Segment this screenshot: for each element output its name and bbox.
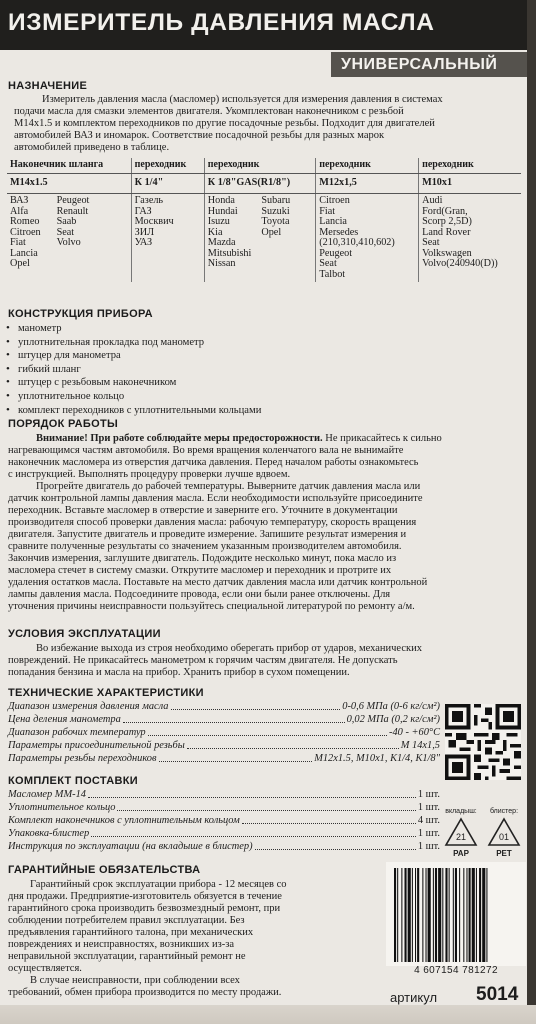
barcode-bar: [469, 868, 471, 962]
barcode-bar: [408, 868, 411, 962]
barcode-bar: [453, 868, 454, 962]
spec-row: [8, 714, 440, 726]
procedure-line: Закончив измерения, заглушите двигатель. Подождите несколько минут, пока масло из: [8, 553, 397, 564]
procedure-heading: ПОРЯДОК РАБОТЫ: [8, 418, 119, 430]
recycle-code: PET: [496, 849, 512, 858]
kit-label: Упаковка-блистер: [8, 828, 90, 839]
brand-name: ГАЗ: [134, 205, 152, 217]
thread-size: М12х1,5: [316, 173, 419, 194]
warranty-line: Гарантийный срок эксплуатации прибора - 12 месяцев со: [30, 879, 287, 890]
barcode-bar: [479, 868, 481, 962]
brand-name: УАЗ: [134, 237, 153, 248]
brand-name: Fiat: [319, 205, 336, 217]
procedure-line: Прогрейте двигатель до рабочей температуры. Выверните датчик давления масла или: [36, 481, 421, 492]
list-item: • гибкий шланг: [6, 363, 261, 377]
barcode-bar: [472, 868, 475, 962]
recycle-number: 01: [498, 832, 510, 842]
recycle-mark-pap: [441, 808, 481, 858]
barcode-bar: [438, 868, 441, 962]
purpose-heading: НАЗНАЧЕНИЕ: [8, 80, 88, 92]
brand-list: [319, 196, 395, 280]
brand-list: [10, 196, 41, 270]
kit-row: [8, 841, 440, 853]
barcode-bar: [455, 868, 457, 962]
brand-name: Mazda: [207, 237, 236, 248]
brand-name: Peugeot: [56, 195, 90, 206]
brands-cell: [131, 194, 204, 283]
construction-heading: КОНСТРУКЦИЯ ПРИБОРА: [8, 308, 153, 320]
barcode-bar: [422, 868, 423, 962]
qr-code: [445, 704, 521, 780]
procedure-line: переходник. Вставьте масломер в отверстие и заверните его. Уточните в документации: [8, 505, 398, 516]
brand-name: Lancia: [319, 216, 347, 227]
procedure-line: сравните полученные результаты со значением указанным производителем автомобиля.: [8, 541, 402, 552]
warranty-line: повреждениях и неисправностях, возникших из-за: [8, 939, 235, 950]
edge-strip: [527, 0, 536, 1024]
procedure-line: удаления остатков масла. Поставьте на место датчик давления масла или датчик контрольной: [8, 577, 428, 588]
warranty-line: требований, обмен прибора производится по месту продажи.: [8, 987, 282, 998]
brands-cell: [7, 194, 131, 283]
kit-row: [8, 815, 440, 827]
barcode-bar: [433, 868, 434, 962]
warning-text: Внимание! При работе соблюдайте меры предосторожности.: [36, 433, 323, 444]
kit-heading: КОМПЛЕКТ ПОСТАВКИ: [8, 775, 138, 787]
spec-value: М12х1.5, М10х1, К1/4, К1/8": [314, 753, 440, 764]
procedure-line: уточнения причины неисправности пользуйтесь специальной литературой по ремонту а/м.: [8, 601, 415, 612]
thread-size: К 1/4": [131, 173, 204, 194]
kit-qty: 4 шт.: [417, 815, 440, 826]
kit-qty: 1 шт.: [417, 802, 440, 813]
thread-size: К 1/8"GAS(R1/8"): [204, 173, 315, 194]
brand-name: Seat: [56, 226, 75, 238]
list-item: • штуцер с резьбовым наконечником: [6, 376, 261, 390]
spec-value: М 14х1,5: [400, 740, 440, 751]
barcode-bar: [405, 868, 407, 962]
barcode-bar: [466, 868, 467, 962]
brand-name: Volvo: [56, 237, 81, 248]
procedure-line: лампы давления масла. Подсоедините провода, если они были ранее отключены. Для: [8, 589, 391, 600]
procedure-line: нагревающимся частям автомобиля. Во время вращения коленчатого вала не вынимайте: [8, 445, 404, 456]
brands-cell: [419, 194, 521, 283]
procedure-line: датчик контрольной лампы давления масла. Если необходимости используйте присоедините: [8, 493, 423, 504]
recycle-caption: вкладыш:: [445, 808, 477, 815]
procedure-line: производителя способ проверки давления масла: рабочую температуру, скорость вращения: [8, 517, 417, 528]
brand-name: Volkswagen: [422, 247, 472, 259]
list-item: • штуцер для манометра: [6, 349, 261, 363]
kit-row: [8, 789, 440, 801]
conditions-text: [8, 643, 522, 679]
recycle-mark-pet: [484, 808, 524, 858]
conditions-heading: УСЛОВИЯ ЭКСПЛУАТАЦИИ: [8, 628, 161, 640]
brand-name: Talbot: [319, 268, 346, 280]
barcode-bar: [459, 868, 460, 962]
brand-name: Alfa: [10, 205, 29, 217]
brand-name: Fiat: [10, 237, 26, 248]
kit-label: Инструкция по эксплуатации (на вкладыше в блистер): [8, 841, 253, 852]
conditions-line: попадания бензина и масла на прибор. Хранить прибор в сухом помещении.: [8, 667, 350, 678]
brand-name: Peugeot: [319, 247, 353, 259]
kit-label: Комплект наконечников с уплотнительным кольцом: [8, 815, 240, 826]
spec-value: 0,02 МПа (0,2 кг/см²): [346, 714, 440, 725]
spec-label: Диапазон измерения давления масла: [8, 701, 169, 712]
thread-size: М10х1: [419, 173, 521, 194]
table-header: переходник: [204, 158, 315, 173]
brand-list: [135, 196, 174, 249]
kit-row: [8, 802, 440, 814]
barcode: [386, 862, 526, 966]
brand-name: Ford(Gran,: [422, 205, 468, 217]
spec-row: [8, 753, 440, 765]
construction-list: [6, 322, 261, 417]
purpose-line: автомобилей приведено в таблице.: [14, 142, 170, 153]
barcode-bar: [415, 868, 416, 962]
spec-row: [8, 740, 440, 752]
warranty-line: соблюдении потребителем правил эксплуатации. Без: [8, 915, 245, 926]
barcode-bar: [401, 868, 402, 962]
brand-name: Romeo: [10, 216, 40, 227]
brand-name: Citroen: [10, 226, 41, 238]
brand-name: Seat: [319, 258, 337, 269]
brand-name: Opel: [10, 258, 30, 269]
warranty-line: осуществляется.: [8, 963, 82, 974]
barcode-bar: [445, 868, 447, 962]
barcode-bar: [486, 868, 487, 962]
brand-name: Toyota: [261, 216, 290, 227]
procedure-text: [8, 433, 522, 613]
article-number: 5014: [476, 984, 519, 1005]
barcode-bar: [482, 868, 485, 962]
recycle-triangle-icon: [444, 817, 478, 847]
brands-cell: [204, 194, 315, 283]
bottom-edge: [0, 1005, 536, 1024]
brand-name: Citroen: [319, 195, 350, 206]
list-item: • комплект переходников с уплотнительными кольцами: [6, 404, 261, 418]
spec-label: Параметры резьбы переходников: [8, 753, 157, 764]
purpose-text: [14, 94, 522, 154]
barcode-bar: [426, 868, 427, 962]
barcode-bar: [428, 868, 431, 962]
barcode-bar: [417, 868, 419, 962]
kit-qty: 1 шт.: [417, 828, 440, 839]
warranty-line: неправильной эксплуатации, гарантийный ремонт не: [8, 951, 246, 962]
warranty-heading: ГАРАНТИЙНЫЕ ОБЯЗАТЕЛЬСТВА: [8, 864, 201, 876]
purpose-line: М14х1.5 и комплектом переходников по другие посадочные резьбы. Подходит для двигателей: [14, 118, 435, 129]
brand-name: Nissan: [207, 258, 236, 269]
purpose-line: подачи масла для смазки элементов двигателя. Укомплектован наконечником с резьбой: [14, 106, 404, 117]
table-header: Наконечник шланга: [7, 158, 131, 173]
list-item: • уплотнительное кольцо: [6, 390, 261, 404]
brand-name: Land Rover: [422, 226, 471, 238]
kit-row: [8, 828, 440, 840]
recycle-triangle-icon: [487, 817, 521, 847]
kit-label: Уплотнительное кольцо: [8, 802, 116, 813]
warranty-line: дня продажи. Предприятие-изготовитель обязуется в течение: [8, 891, 282, 902]
purpose-line: автомобилей ВАЗ и иномарок. Соответствие посадочной резьбы для разных марок: [14, 130, 385, 141]
brand-name: Lancia: [10, 247, 38, 259]
brands-cell: [316, 194, 419, 283]
procedure-line: наконечник масломера из отверстия датчика давления. Перед началом работы ознакомьтесь: [8, 457, 419, 468]
brand-list: [261, 196, 290, 270]
list-item: • манометр: [6, 322, 261, 336]
brand-name: Mitsubishi: [207, 247, 252, 259]
barcode-bar: [412, 868, 413, 962]
specs-heading: ТЕХНИЧЕСКИЕ ХАРАКТЕРИСТИКИ: [8, 687, 204, 699]
brand-name: (210,310,410,602): [319, 237, 395, 248]
spec-value: 0-0,6 МПа (0-6 кг/см²): [342, 701, 440, 712]
recycle-caption: блистер:: [489, 808, 519, 815]
conditions-line: Во избежание выхода из строя необходимо оберегать прибор от ударов, механических: [36, 643, 422, 654]
spec-label: Цена деления манометра: [8, 714, 121, 725]
brand-name: Saab: [56, 216, 77, 227]
table-header: переходник: [131, 158, 204, 173]
thread-compatibility-table: [7, 158, 521, 282]
barcode-bar: [463, 868, 464, 962]
brand-name: Audi: [422, 195, 443, 206]
brand-list: [57, 196, 90, 270]
brand-name: Volvo(240940(D)): [422, 258, 498, 269]
barcode-number: 4 607154 781272: [414, 965, 498, 976]
procedure-line: Не прикасайтесь к сильно: [322, 433, 442, 444]
brand-name: ВАЗ: [10, 195, 29, 206]
procedure-line: с инструкцией. Выполнять процедуру проверки лучше вдвоем.: [8, 469, 291, 480]
spec-label: Диапазон рабочих температур: [8, 727, 146, 738]
brand-name: Suzuki: [261, 205, 290, 217]
article-label: артикул: [390, 990, 438, 1005]
kit-label: Масломер ММ-14: [8, 789, 86, 800]
brand-name: Hundai: [207, 205, 238, 217]
recycle-number: 21: [455, 832, 467, 842]
brand-name: Москвич: [134, 216, 174, 227]
brand-name: Scorp 2,5D): [422, 216, 472, 227]
barcode-bar: [397, 868, 398, 962]
brand-name: Mersedes: [319, 226, 359, 238]
barcode-bar: [394, 868, 396, 962]
warranty-line: гарантийного срока производить безвозмездный ремонт, при: [8, 903, 281, 914]
brand-name: Isuzu: [207, 216, 230, 227]
brand-name: Газель: [134, 195, 164, 206]
barcode-bar: [442, 868, 443, 962]
thread-size: М14х1.5: [7, 173, 131, 194]
table-header: переходник: [419, 158, 521, 173]
brand-name: Renault: [56, 205, 89, 217]
page-title: ИЗМЕРИТЕЛЬ ДАВЛЕНИЯ МАСЛА: [8, 9, 435, 36]
brand-list: [208, 196, 252, 270]
brand-name: Seat: [422, 237, 440, 248]
recycle-code: PAP: [453, 849, 469, 858]
brand-list: [422, 196, 498, 270]
spec-row: [8, 727, 440, 739]
kit-qty: 1 шт.: [417, 789, 440, 800]
warranty-line: В случае неисправности, при соблюдении всех: [30, 975, 240, 986]
spec-label: Параметры присоединительной резьбы: [8, 740, 185, 751]
brand-name: Kia: [207, 226, 223, 238]
brand-name: ЗИЛ: [134, 226, 155, 238]
barcode-bar: [435, 868, 437, 962]
warranty-line: предъявления гарантийного талона, при механических: [8, 927, 254, 938]
procedure-line: двигателя. Запустите двигатель и проведите измерение. Запишите результат измерения и: [8, 529, 407, 540]
procedure-line: масломера стечет в систему смазки. Открутите масломер и переходник и протрите их: [8, 565, 392, 576]
barcode-bar: [476, 868, 477, 962]
spec-value: -40 - +60°C: [389, 727, 440, 738]
list-item: • уплотнительная прокладка под манометр: [6, 336, 261, 350]
universal-badge: УНИВЕРСАЛЬНЫЙ: [331, 52, 527, 77]
barcode-bar: [449, 868, 450, 962]
table-header: переходник: [316, 158, 419, 173]
brand-name: Subaru: [261, 195, 291, 206]
kit-qty: 1 шт.: [417, 841, 440, 852]
purpose-line: Измеритель давления масла (масломер) используется для измерения давления в системах: [42, 94, 443, 105]
warranty-text: [8, 879, 354, 999]
conditions-line: повреждений. Не прикасайтесь манометром к горячим частям двигателя. Не допускать: [8, 655, 398, 666]
brand-name: Opel: [261, 226, 282, 238]
spec-row: [8, 701, 440, 713]
brand-name: Honda: [207, 195, 235, 206]
